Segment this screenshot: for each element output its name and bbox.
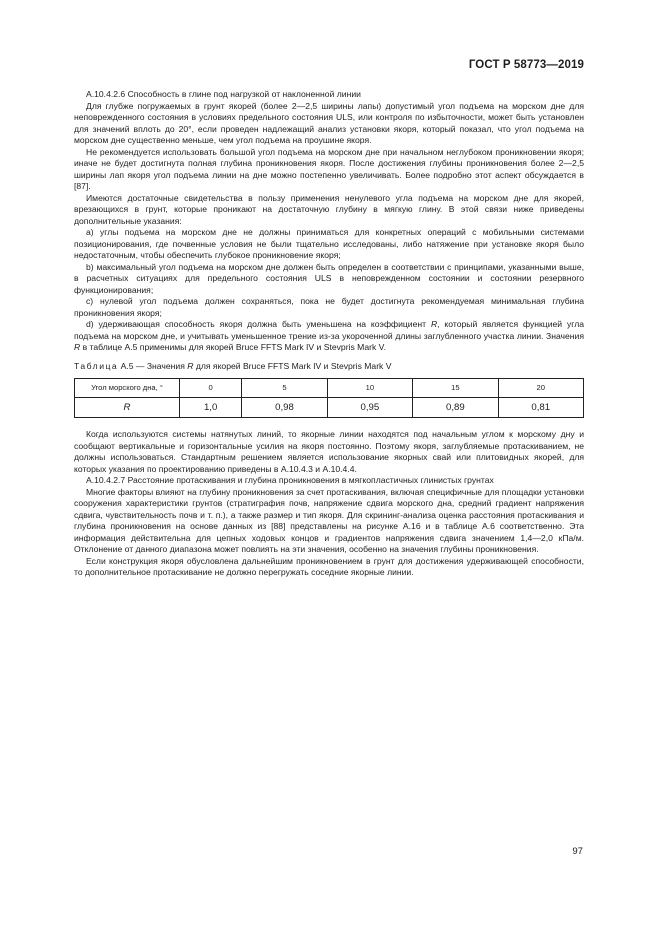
- table-caption-label: Таблица: [74, 360, 119, 371]
- r-symbol: R: [430, 319, 438, 329]
- list-item-b: b) максимальный угол подъема на морском дне должен быть определен в соответствии с принципами, указанными выше, в расчетных ситуациях для предельного состояния ULS в неповрежденном состоянии и состоянии резервного функционирования;: [74, 261, 584, 295]
- list-item-d-text-1: d) удерживающая способность якоря должна быть уменьшена на коэффициент: [86, 319, 431, 329]
- table-row-label: [75, 398, 180, 418]
- coefficient-table: [74, 378, 584, 418]
- body-paragraph: Имеются достаточные свидетельства в пользу применения ненулевого угла подъема на морском дне для якорей, врезающихся в грунт, которые проникают на достаточную глубину в мягкую глину. В этой связи ниже приведены дополнительные указания:: [74, 192, 584, 226]
- table-caption-symbol: R: [187, 360, 194, 371]
- table-cell: 0,81: [498, 398, 583, 418]
- body-paragraph: Если конструкция якоря обусловлена дальнейшим проникновением в грунт для достижения удерживающей способности, то дополнительное протаскивание не должно перегружать соседние якорные линии.: [74, 555, 584, 577]
- table-header-row: [75, 379, 584, 398]
- table-header-cell: 20: [498, 379, 583, 398]
- body-paragraph: Для глубже погружаемых в грунт якорей (более 2—2,5 ширины лапы) допустимый угол подъема на морском дне для неповрежденного состояния в условиях предельного состояния ULS, или контроля по избыточности, может быть установлен для значений вплоть до 20°, если проведен надлежащий анализ установки якоря, который показал, что угол подъема на морском дне существенно меньше, чем угол подъема на проушине якоря.: [74, 100, 584, 145]
- document-body: [74, 89, 584, 579]
- list-item-d-text-3: в таблице А.5 применимы для якорей Bruce FFTS Mark IV и Stevpris Mark V.: [80, 342, 386, 352]
- table-header-cell: 5: [242, 379, 327, 398]
- section-heading-a10427: А.10.4.2.7 Расстояние протаскивания и глубина проникновения в мягкопластичных глинистых грунтах: [86, 475, 494, 485]
- list-item-d: [74, 319, 584, 354]
- table-caption-number: А.5 — Значения: [120, 360, 188, 371]
- list-item-c: с) нулевой угол подъема должен сохраняться, пока не будет достигнута рекомендуемая минимальная глубина проникновения якоря;: [74, 296, 584, 318]
- table-header-cell: 15: [413, 379, 498, 398]
- body-paragraph: Многие факторы влияют на глубину проникновения за счет протаскивания, включая специфичные для площадки установки сооружения характеристики грунтов (стратиграфия почв, напряжение сдвига морского дна, средний градиент напряжения сдвига, чувствительность почв и т. п.), а также размер и тип якоря. Для скрининг-анализа оценка расстояния протаскивания и глубина проникновения на основе данных из [88] представлены на рисунке А.16 и в таблице А.6 соответственно. Эта информация действительна для цепных ходовых концов и градиентов напряжения сдвига значением 1,4—2,0 кПа/м. Отклонение от данного диапазона может повлиять на эти значения, особенно на значения глубины проникновения.: [74, 486, 584, 554]
- table-cell: 0,95: [327, 398, 412, 418]
- r-symbol: R: [123, 401, 131, 413]
- body-paragraph: Не рекомендуется использовать большой угол подъема на морском дне при начальном неглубоком проникновении якоря; иначе не будет достигнута полная глубина проникновения якоря. После достижения глубины проникновения более 2—2,5 ширины лап якоря угол подъема линии на дне можно постепенно увеличивать. Более подробно этот аспект обсуждается в [87].: [74, 146, 584, 191]
- r-symbol: R: [74, 342, 81, 352]
- section-heading-a10426: А.10.4.2.6 Способность в глине под нагрузкой от наклоненной линии: [86, 89, 361, 99]
- table-caption-rest: для якорей Bruce FFTS Mark IV и Stevpris Mark V: [193, 360, 392, 371]
- page-number: 97: [572, 846, 583, 857]
- table-cell: 0,89: [413, 398, 498, 418]
- table-header-cell: 10: [327, 379, 412, 398]
- list-item-a: а) углы подъема на морском дне не должны приниматься для конкретных операций с мобильными системами позиционирования, где почвенные условия не были тщательно исследованы, либо натяжение при установке якоря было недостаточным, чтобы обеспечить глубокое проникновение якоря;: [74, 227, 584, 260]
- table-header-cell: 0: [180, 379, 242, 398]
- list-item-d-text-2: , который является функцией угла подъема на морском дне, и учитывать уменьшенное трение из-за укороченной длины заглубленного участка линии. Значения: [74, 319, 584, 341]
- table-caption: [74, 361, 584, 373]
- table-cell: 0,98: [242, 398, 327, 418]
- table-row: [75, 398, 584, 418]
- table-cell: 1,0: [180, 398, 242, 418]
- body-paragraph: Когда используются системы натянутых линий, то якорные линии находятся под начальным углом к морскому дну и сообщают вертикальные и горизонтальные усилия на якоря постоянно. Поэтому якоря, заглубляемые протаскиванием, не должны использоваться. Стандартным решением является использование якорных свай или плитовидных якорей, для которых указания по проектированию приведены в А.10.4.3 и А.10.4.4.: [74, 429, 584, 474]
- standard-header: ГОСТ Р 58773—2019: [468, 59, 584, 71]
- table-header-label: Угол морского дна, °: [75, 379, 180, 398]
